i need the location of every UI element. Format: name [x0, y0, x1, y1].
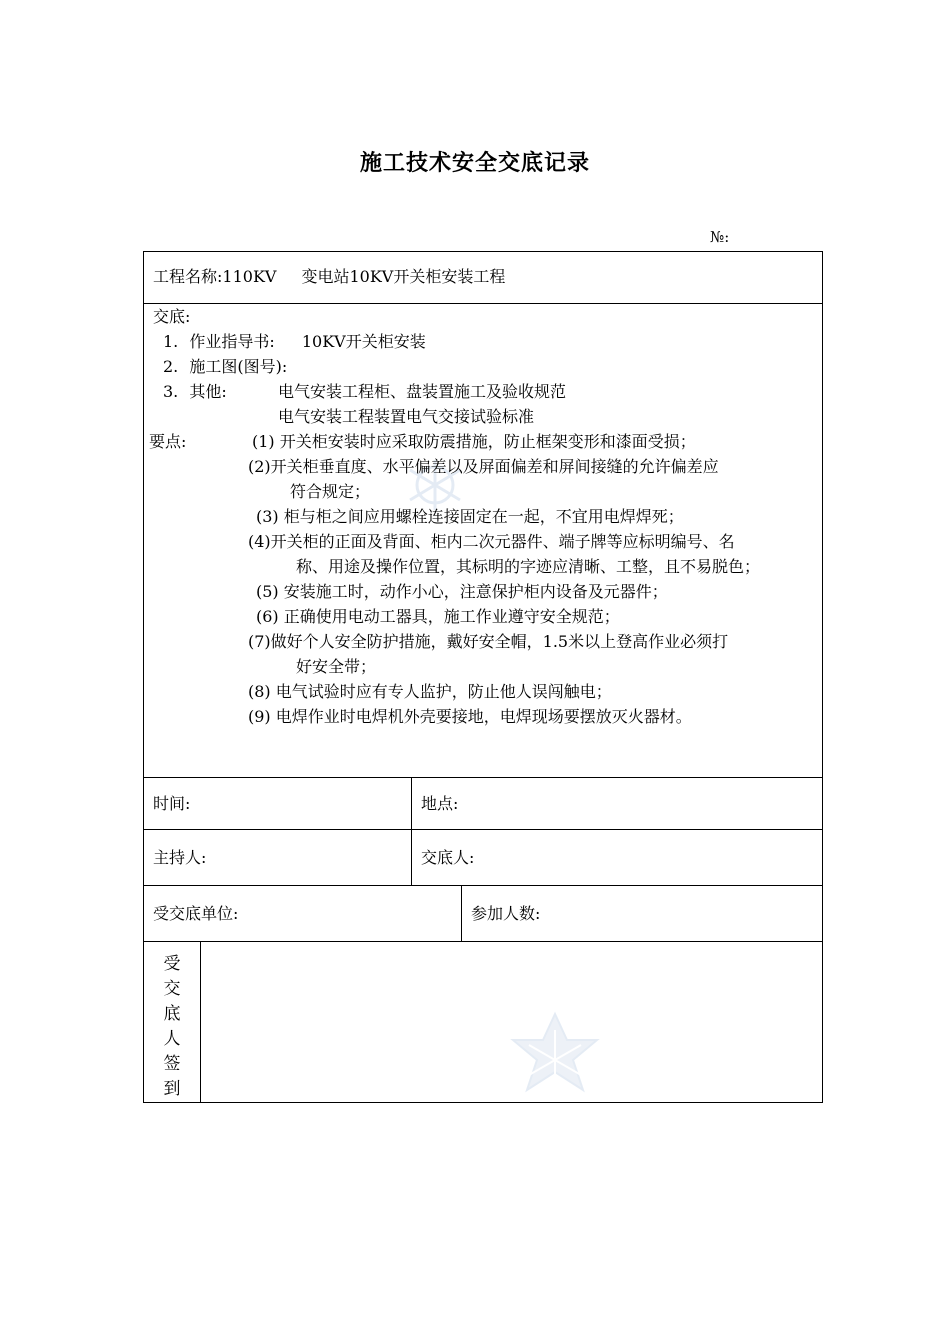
place-label: 地点: [421, 794, 459, 813]
point-line: (1) 开关柜安装时应采取防震措施，防止框架变形和漆面受损； [252, 432, 696, 451]
project-name-part1: 110KV [222, 267, 277, 286]
time-label: 时间: [153, 794, 191, 813]
signature-label-char: 底 [163, 1004, 181, 1024]
point-line: (4)开关柜的正面及背面、柜内二次元器件、端子牌等应标明编号、名 [248, 532, 735, 551]
briefing-item-num: 1. [163, 332, 179, 351]
point-line: 符合规定； [290, 482, 371, 501]
points-label: 要点: [149, 432, 187, 451]
table-row-divider [143, 885, 823, 886]
briefing-item-num: 2. [163, 357, 179, 376]
table-col-divider [411, 777, 412, 885]
point-line: 称、用途及操作位置，其标明的字迹应清晰、工整，且不易脱色； [296, 557, 761, 576]
point-line: (7)做好个人安全防护措施，戴好安全帽，1.5米以上登高作业必须打 [248, 632, 729, 651]
table-col-divider [461, 885, 462, 941]
briefing-item-label: 施工图(图号): [189, 357, 288, 376]
briefing-item-3 [163, 380, 227, 404]
briefing-item-3-value: 电气安装工程柜、盘装置施工及验收规范 [278, 382, 567, 401]
briefing-item-label: 作业指导书: [189, 332, 275, 351]
project-name-label: 工程名称: [153, 267, 223, 286]
signature-area[interactable] [201, 942, 822, 1102]
table-row-divider [143, 303, 823, 304]
attendance-label: 参加人数: [471, 904, 541, 923]
table-border-top [143, 251, 823, 252]
project-name-part2: 变电站10KV开关柜安装工程 [301, 267, 506, 286]
signature-label-char: 到 [163, 1079, 181, 1099]
briefing-item-1 [163, 330, 426, 354]
point-line: (3) 柜与柜之间应用螺栓连接固定在一起，不宜用电焊焊死； [256, 507, 684, 526]
signature-label-char: 签 [163, 1054, 181, 1074]
briefing-item-value: 10KV开关柜安装 [301, 332, 426, 351]
unit-label: 受交底单位: [153, 904, 239, 923]
table-border-right [822, 251, 823, 1103]
briefing-item-2 [163, 355, 287, 379]
briefing-item-num: 3. [163, 382, 179, 401]
briefing-item-label: 其他: [189, 382, 227, 401]
presenter-label: 交底人: [421, 848, 475, 867]
signature-label-char: 人 [163, 1029, 181, 1049]
point-line: (2)开关柜垂直度、水平偏差以及屏面偏差和屏间接缝的允许偏差应 [248, 457, 719, 476]
briefing-label: 交底: [153, 307, 191, 326]
point-line: (9) 电焊作业时电焊机外壳要接地，电焊现场要摆放灭火器材。 [248, 707, 692, 726]
point-line: 好安全带； [296, 657, 377, 676]
host-label: 主持人: [153, 848, 207, 867]
briefing-item-3-line2: 电气安装工程装置电气交接试验标准 [278, 407, 535, 426]
document-number-label: №: [710, 228, 730, 246]
table-row-divider [143, 777, 823, 778]
document-title: 施工技术安全交底记录 [359, 150, 590, 176]
project-name-row [153, 265, 505, 289]
signature-label-char: 受 [163, 954, 181, 974]
table-row-divider [143, 829, 823, 830]
table-border-bottom [143, 1102, 823, 1103]
point-line: (8) 电气试验时应有专人监护，防止他人误闯触电； [248, 682, 612, 701]
point-line: (6) 正确使用电动工器具，施工作业遵守安全规范； [256, 607, 620, 626]
point-line: (5) 安装施工时，动作小心，注意保护柜内设备及元器件； [256, 582, 668, 601]
signature-label-char: 交 [163, 979, 181, 999]
